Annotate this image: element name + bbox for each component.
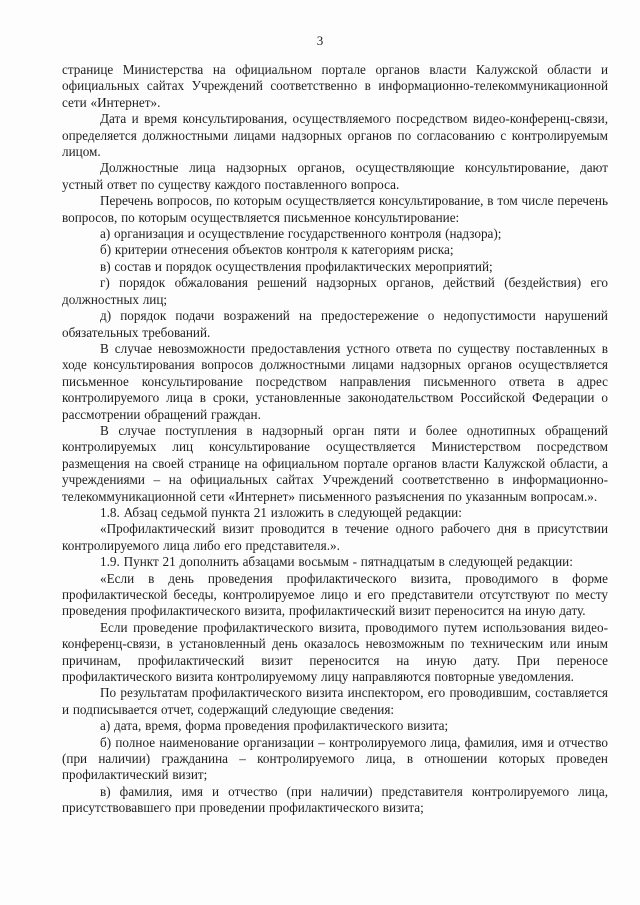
list-item-a: а) организация и осуществление государственного контроля (надзора);	[100, 226, 502, 242]
report-item-a: а) дата, время, форма проведения профилактического визита;	[100, 718, 449, 734]
paragraph-4: Перечень вопросов, по которым осуществляется консультирование, в том числе перечень вопросов, по которым осуществляется письменное консультирование:	[62, 193, 608, 225]
list-item-g: г) порядок обжалования решений надзорных органов, действий (бездействия) его должностных лиц;	[62, 275, 608, 307]
paragraph-1: странице Министерства на официальном портале органов власти Калужской области и официальных сайтах Учреждений соответственно в информационно-телекоммуникационной сети «Интернет».	[62, 62, 608, 110]
paragraph-written-consulting: В случае невозможности предоставления устного ответа по существу поставленных в ходе консультирования вопросов должностными лицами надзорных органов осуществляется письменное консультирование посредством направления письменного ответа в адрес контролируемого лица в сроки, установленные законодательством Российской Федерации о рассмотрении обращений граждан.	[62, 340, 608, 422]
paragraph-visit-duration: «Профилактический визит проводится в течение одного рабочего дня в присутствии контролируемого лица либо его представителя.».	[62, 521, 608, 553]
report-item-b: б) полное наименование организации – контролируемого лица, фамилия, имя и отчество (при наличии) гражданина – контролируемого лица, в отношении которых проведен профилактический визит;	[62, 734, 608, 783]
paragraph-video-conference: Если проведение профилактического визита, проводимого путем использования видео-конференц-связи, в установленный день оказалось невозможным по техническим или иным причинам, профилактический визит переносится на иную дату. При переносе профилактического визита контролируемому лицу направляются повторные уведомления.	[62, 619, 608, 685]
list-item-v: в) состав и порядок осуществления профилактических мероприятий;	[100, 258, 493, 274]
page-number: 3	[316, 33, 324, 48]
list-item-b: б) критерии отнесения объектов контроля к категориям риска;	[100, 242, 454, 258]
paragraph-2: Дата и время консультирования, осуществляемого посредством видео-конференц-связи, определяется должностными лицами надзорных органов по согласованию с контролируемым лицом.	[62, 111, 608, 160]
paragraph-multiple-requests: В случае поступления в надзорный орган пяти и более однотипных обращений контролируемых лиц консультирование осуществляется Министерством посредством размещения на своей странице на официальном портале органов власти Калужской области, а учреждениями – на официальных сайтах Учреждений соответственно в информационно-телекоммуникационной сети «Интернет» письменного разъяснения по указанным вопросам.».	[62, 422, 608, 504]
document-body	[62, 62, 608, 817]
paragraph-report: По результатам профилактического визита инспектором, его проводившим, составляется и подписывается отчет, содержащий следующие сведения:	[62, 685, 608, 717]
paragraph-1-8: 1.8. Абзац седьмой пункта 21 изложить в следующей редакции:	[100, 504, 462, 520]
paragraph-visit-reschedule: «Если в день проведения профилактического визита, проводимого в форме профилактической беседы, контролируемое лицо и его представители отсутствуют по месту проведения профилактического визита, профилактический визит переносится на иную дату.	[62, 570, 608, 619]
paragraph-3: Должностные лица надзорных органов, осуществляющие консультирование, дают устный ответ по существу каждого поставленного вопроса.	[62, 160, 608, 192]
report-item-v: в) фамилия, имя и отчество (при наличии) представителя контролируемого лица, присутствовавшего при проведении профилактического визита;	[62, 783, 608, 816]
paragraph-1-9: 1.9. Пункт 21 дополнить абзацами восьмым - пятнадцатым в следующей редакции:	[100, 554, 573, 570]
list-item-d: д) порядок подачи возражений на предостережение о недопустимости нарушений обязательных требований.	[62, 308, 608, 340]
